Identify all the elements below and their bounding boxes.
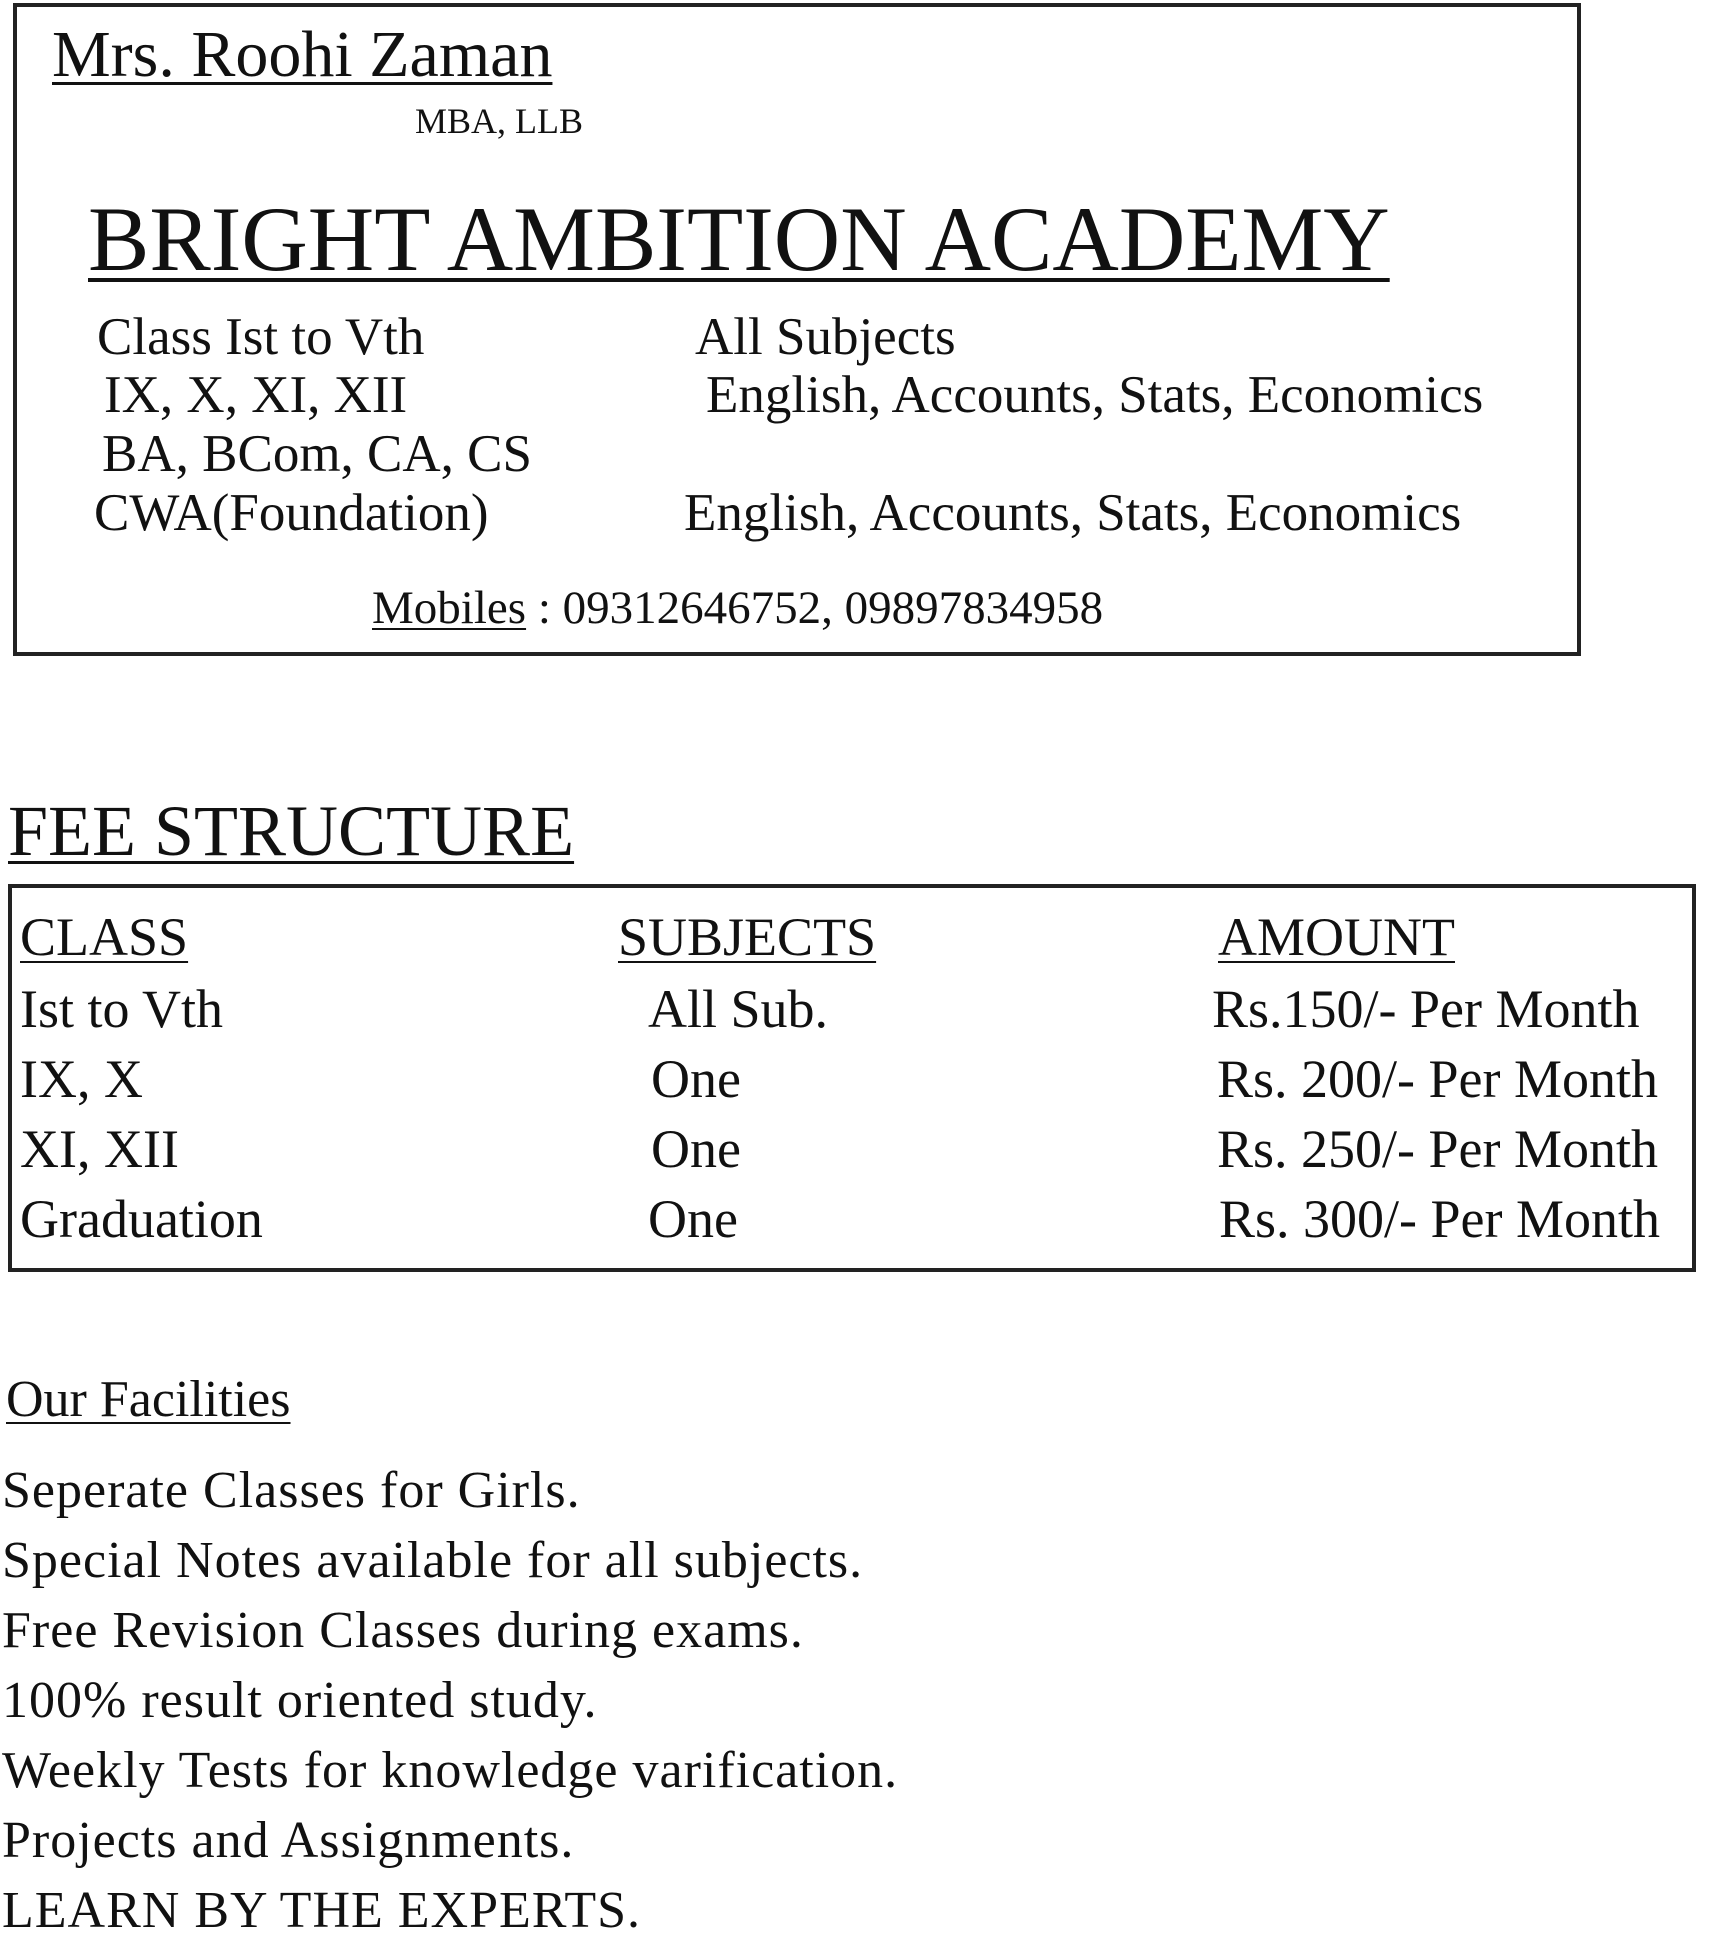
facility-item: Projects and Assignments. <box>2 1812 575 1869</box>
fee-col-amount: AMOUNT <box>1218 907 1455 967</box>
fee-row-2-subjects: One <box>651 1049 741 1109</box>
fee-col-subjects: SUBJECTS <box>618 907 877 967</box>
course-classes-1: Class Ist to Vth <box>97 308 425 366</box>
course-subjects-2: English, Accounts, Stats, Economics <box>706 366 1484 424</box>
course-classes-3: BA, BCom, CA, CS <box>102 425 533 483</box>
fee-row-1-class: Ist to Vth <box>20 979 224 1039</box>
course-classes-4: CWA(Foundation) <box>94 484 489 542</box>
owner-name: Mrs. Roohi Zaman <box>52 18 553 91</box>
course-subjects-1: All Subjects <box>695 308 956 366</box>
facilities-heading: Our Facilities <box>6 1371 291 1428</box>
academy-name: BRIGHT AMBITION ACADEMY <box>88 188 1390 290</box>
fee-structure-heading: FEE STRUCTURE <box>8 791 575 871</box>
facility-item: Free Revision Classes during exams. <box>2 1602 804 1659</box>
fee-row-1-subjects: All Sub. <box>648 979 829 1039</box>
fee-row-2-class: IX, X <box>20 1049 143 1109</box>
fee-row-3-subjects: One <box>651 1119 741 1179</box>
contact-label: Mobiles <box>372 582 527 634</box>
contact-separator: : <box>526 582 563 634</box>
fee-row-4-class: Graduation <box>20 1189 263 1249</box>
course-classes-2: IX, X, XI, XII <box>104 366 408 424</box>
contact-line <box>372 582 1104 634</box>
facility-item: 100% result oriented study. <box>2 1672 598 1729</box>
fee-row-4-subjects: One <box>648 1189 738 1249</box>
fee-row-4-amount: Rs. 300/- Per Month <box>1219 1189 1661 1249</box>
facility-item: Weekly Tests for knowledge varification. <box>2 1742 899 1799</box>
contact-numbers: 09312646752, 09897834958 <box>562 582 1104 634</box>
fee-row-3-class: XI, XII <box>20 1119 179 1179</box>
fee-col-class: CLASS <box>20 907 189 967</box>
fee-row-1-amount: Rs.150/- Per Month <box>1212 979 1640 1039</box>
facility-item: LEARN BY THE EXPERTS. <box>2 1882 642 1939</box>
owner-qualifications: MBA, LLB <box>415 101 584 141</box>
fee-row-2-amount: Rs. 200/- Per Month <box>1217 1049 1659 1109</box>
facility-item: Special Notes available for all subjects. <box>2 1532 864 1589</box>
facility-item: Seperate Classes for Girls. <box>2 1462 581 1519</box>
fee-row-3-amount: Rs. 250/- Per Month <box>1217 1119 1659 1179</box>
course-subjects-4: English, Accounts, Stats, Economics <box>684 484 1462 542</box>
